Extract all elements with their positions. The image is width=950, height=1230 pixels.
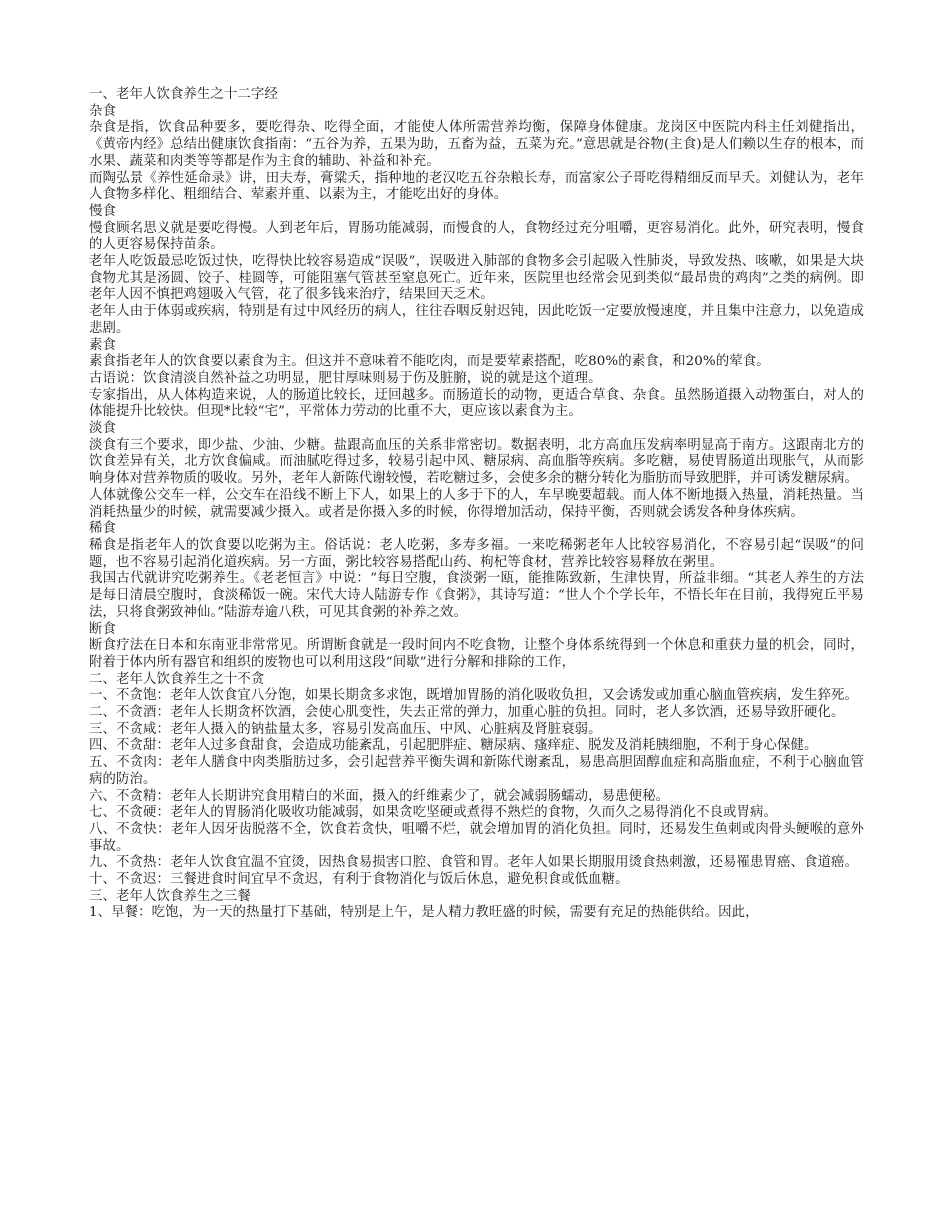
list-item: 六、不贪精：老年人长期讲究食用精白的米面，摄入的纤维素少了，就会减弱肠蠕动，易患便秘。 — [89, 788, 670, 804]
section-heading-2: 二、老年人饮食养生之十不贪 — [89, 671, 265, 687]
subheading-duanshi: 断食 — [89, 621, 116, 637]
subheading-danshi: 淡食 — [89, 421, 116, 437]
paragraph: 断食疗法在日本和东南亚非常常见。所谓断食就是一段时间内不吃食物，让整个身体系统得到一个休息和重获力量的机会，同时，附着于体内所有器官和组织的废物也可以利用这段“间歇”进行分解和排除的工作， — [89, 638, 864, 670]
list-item: 七、不贪硬：老年人的胃肠消化吸收功能减弱，如果贪吃坚硬或煮得不熟烂的食物，久而久之易得消化不良或胃病。 — [89, 805, 778, 821]
paragraph: 慢食顾名思义就是要吃得慢。人到老年后，胃肠功能减弱，而慢食的人，食物经过充分咀嚼，更容易消化。此外，研究表明，慢食的人更容易保持苗条。 — [89, 220, 864, 253]
paragraph: 杂食是指，饮食品种要多，要吃得杂、吃得全面，才能使人体所需营养均衡，保障身体健康。龙岗区中医院内科主任刘健指出，《黄帝内经》总结出健康饮食指南：“五谷为养，五果为助，五畜为益，五菜为充。”意思就是谷物(主食)是人们赖以生存的根本，而水果、蔬菜和肉类等等都是作为主食的辅助、补益和补充。 — [89, 120, 864, 169]
list-item: 1、早餐：吃饱，为一天的热量打下基础，特别是上午，是人精力教旺盛的时候，需要有充足的热能供给。因此， — [89, 905, 759, 921]
paragraph: 古语说：饮食清淡自然补益之功明显，肥甘厚味则易于伤及脏腑，说的就是这个道理。 — [89, 370, 602, 386]
section-heading-1: 一、老年人饮食养生之十二字经 — [89, 87, 278, 102]
paragraph: 而陶弘景《养性延命录》讲，田夫寿，膏粱夭，指种地的老汉吃五谷杂粮长寿，而富家公子哥吃得精细反而早夭。刘健认为，老年人食物多样化、粗细结合、荤素并重、以素为主，才能吃出好的身体。 — [89, 170, 864, 203]
section-heading-3: 三、老年人饮食养生之三餐 — [89, 888, 251, 904]
paragraph: 素食指老年人的饮食要以素食为主。但这并不意味着不能吃肉，而是要荤素搭配，吃80%的素食，和20%的荤食。 — [89, 354, 770, 370]
list-item: 八、不贪快：老年人因牙齿脱落不全，饮食若贪快，咀嚼不烂，就会增加胃的消化负担。同时，还易发生鱼刺或肉骨头鲠喉的意外事故。 — [89, 821, 864, 854]
paragraph: 淡食有三个要求，即少盐、少油、少糖。盐跟高血压的关系非常密切。数据表明，北方高血压发病率明显高于南方。这跟南北方的饮食差异有关，北方饮食偏咸。而油腻吃得过多，较易引起中风、糖尿病、高血脂等疾病。多吃糖，易使胃肠道出现胀气，从而影响身体对营养物质的吸收。另外，老年人新陈代谢较慢，若吃糖过多，会使多余的糖分转化为脂肪而导致肥胖，并可诱发糖尿病。 — [89, 437, 864, 487]
subheading-manshi: 慢食 — [89, 203, 116, 219]
subheading-zashi: 杂食 — [89, 103, 116, 119]
list-item: 一、不贪饱：老年人饮食宜八分饱，如果长期贪多求饱，既增加胃肠的消化吸收负担，又会诱发或加重心脑血管疾病，发生猝死。 — [89, 688, 858, 704]
paragraph: 我国古代就讲究吃粥养生。《老老恒言》中说：“每日空腹，食淡粥一瓯，能推陈致新，生津快胃，所益非细。“其老人养生的方法是每日清晨空腹时，食淡稀饭一碗。宋代大诗人陆游专作《食粥》，其诗写道：“世人个个学长年，不悟长年在目前，我得宛丘平易法，只将食粥致神仙。”陆游寿逾八秩，可见其食粥的补养之效。 — [89, 571, 864, 620]
list-item: 十、不贪迟：三餐进食时间宜早不贪迟，有利于食物消化与饭后休息，避免积食或低血糖。 — [89, 872, 629, 888]
list-item: 二、不贪酒：老年人长期贪杯饮酒，会使心肌变性，失去正常的弹力，加重心脏的负担。同时，老人多饮酒，还易导致肝硬化。 — [89, 705, 845, 721]
subheading-sushi: 素食 — [89, 337, 116, 353]
list-item: 四、不贪甜：老年人过多食甜食，会造成功能紊乱，引起肥胖症、糖尿病、瘙痒症、脱发及消耗胰细胞，不利于身心保健。 — [89, 738, 818, 754]
paragraph: 老年人由于体弱或疾病，特别是有过中风经历的病人，往往吞咽反射迟钝，因此吃饭一定要放慢速度，并且集中注意力，以免造成悲剧。 — [89, 304, 864, 336]
paragraph: 专家指出，从人体构造来说，人的肠道比较长，迂回越多。而肠道长的动物，更适合草食、杂食。虽然肠道摄入动物蛋白，对人的体能提升比较快。但现*比较“宅”，平常体力劳动的比重不大，更应该以素食为主。 — [89, 387, 864, 420]
paragraph: 人体就像公交车一样，公交车在沿线不断上下人，如果上的人多于下的人，车早晚要超载。而人体不断地摄入热量，消耗热量。当消耗热量少的时候，就需要减少摄入。或者是你摄入多的时候，你得增加活动，保持平衡，否则就会诱发各种身体疾病。 — [89, 487, 864, 520]
paragraph: 稀食是指老年人的饮食要以吃粥为主。俗话说：老人吃粥，多寿多福。一来吃稀粥老年人比较容易消化，不容易引起“误吸”的问题，也不容易引起消化道疾病。另一方面，粥比较容易搭配山药、枸杞等食材，营养比较容易释放在粥里。 — [89, 537, 864, 570]
document-body — [89, 87, 864, 922]
subheading-xishi: 稀食 — [89, 521, 116, 537]
list-item: 九、不贪热：老年人饮食宜温不宜烫，因热食易损害口腔、食管和胃。老年人如果长期服用烫食热刺激，还易罹患胃癌、食道癌。 — [89, 855, 858, 871]
list-item: 三、不贪咸：老年人摄入的钠盐量太多，容易引发高血压、中风、心脏病及肾脏衰弱。 — [89, 721, 602, 737]
list-item: 五、不贪肉：老年人膳食中肉类脂肪过多，会引起营养平衡失调和新陈代谢紊乱，易患高胆固醇血症和高脂血症，不利于心脑血管病的防治。 — [89, 755, 864, 787]
paragraph: 老年人吃饭最忌吃饭过快，吃得快比较容易造成“误吸”，误吸进入肺部的食物多会引起吸入性肺炎，导致发热、咳嗽，如果是大块食物尤其是汤圆、饺子、桂圆等，可能阻塞气管甚至窒息死亡。近年来，医院里也经常会见到类似“最昂贵的鸡肉”之类的病例。即老年人因不慎把鸡翅吸入气管，花了很多钱来治疗，结果回天乏术。 — [89, 254, 864, 303]
